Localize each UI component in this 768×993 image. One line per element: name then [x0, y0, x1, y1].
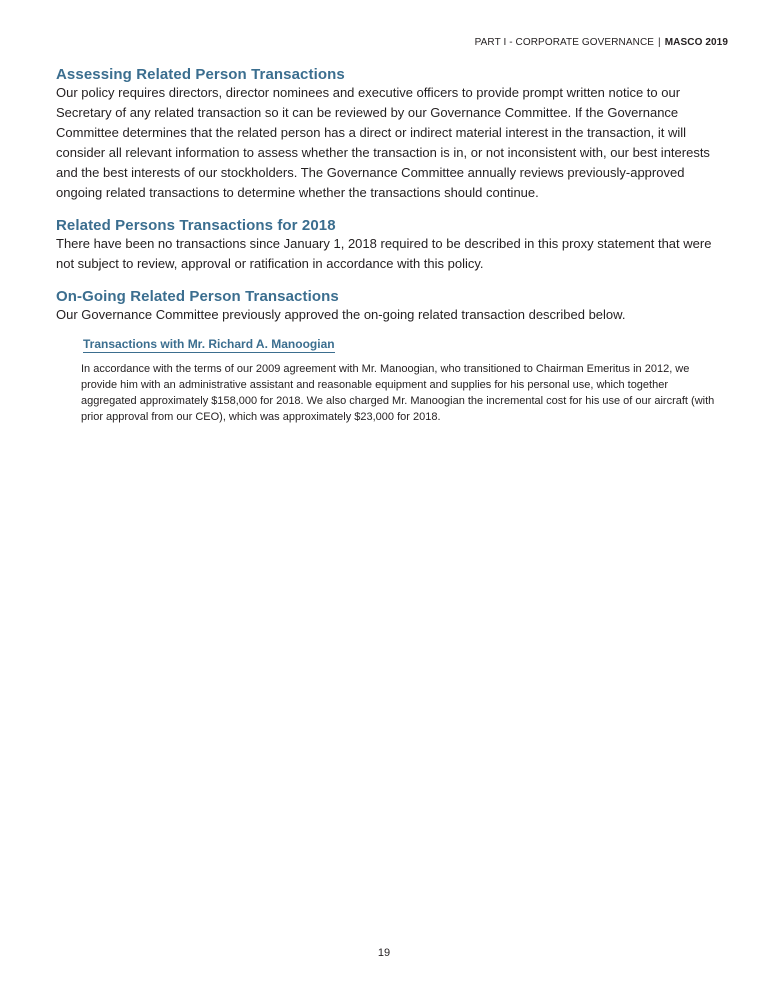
header-separator: | — [658, 37, 661, 48]
section-body-2018: There have been no transactions since January 1, 2018 required to be described in this proxy statement that were not subject to review, approval or ratification in accordance with this policy. — [56, 236, 712, 271]
section-body-assessing: Our policy requires directors, director nominees and executive officers to provide prompt written notice to our Secretary of any related transaction so it can be reviewed by our Governance Committee. If the Governance Committee determines that the related person has a direct or indirect material interest in the transaction, it will consider all relevant information to assess whether the transaction is in, or not inconsistent with, our best interests and the best interests of our stockholders. The Governance Committee annually reviews previously-approved ongoing related transactions to determine whether the transactions should continue. — [56, 85, 710, 200]
header-section-label: PART I - CORPORATE GOVERNANCE — [474, 37, 655, 48]
page-content — [56, 64, 716, 425]
subsection-heading: Transactions with Mr. Richard A. Manoogian — [83, 337, 335, 351]
page-number: 19 — [377, 947, 391, 959]
running-header — [475, 37, 728, 48]
section-heading-2018: Related Persons Transactions for 2018 — [56, 217, 336, 234]
section-heading-ongoing: On-Going Related Person Transactions — [56, 288, 339, 305]
header-brand: MASCO 2019 — [664, 37, 728, 48]
subsection-body: In accordance with the terms of our 2009 agreement with Mr. Manoogian, who transitioned to Chairman Emeritus in 2012, we provide him with an administrative assistant and reasonable equipment and supplies for his personal use, which together aggregated approximately $158,000 for 2018. We also charged Mr. Manoogian the incremental cost for his use of our aircraft (with prior approval from our CEO), which was approximately $23,000 for 2018. — [81, 363, 715, 423]
subsection-manoogian — [83, 335, 716, 425]
section-body-ongoing: Our Governance Committee previously approved the on-going related transaction described below. — [56, 307, 626, 322]
section-heading-assessing: Assessing Related Person Transactions — [56, 66, 345, 83]
